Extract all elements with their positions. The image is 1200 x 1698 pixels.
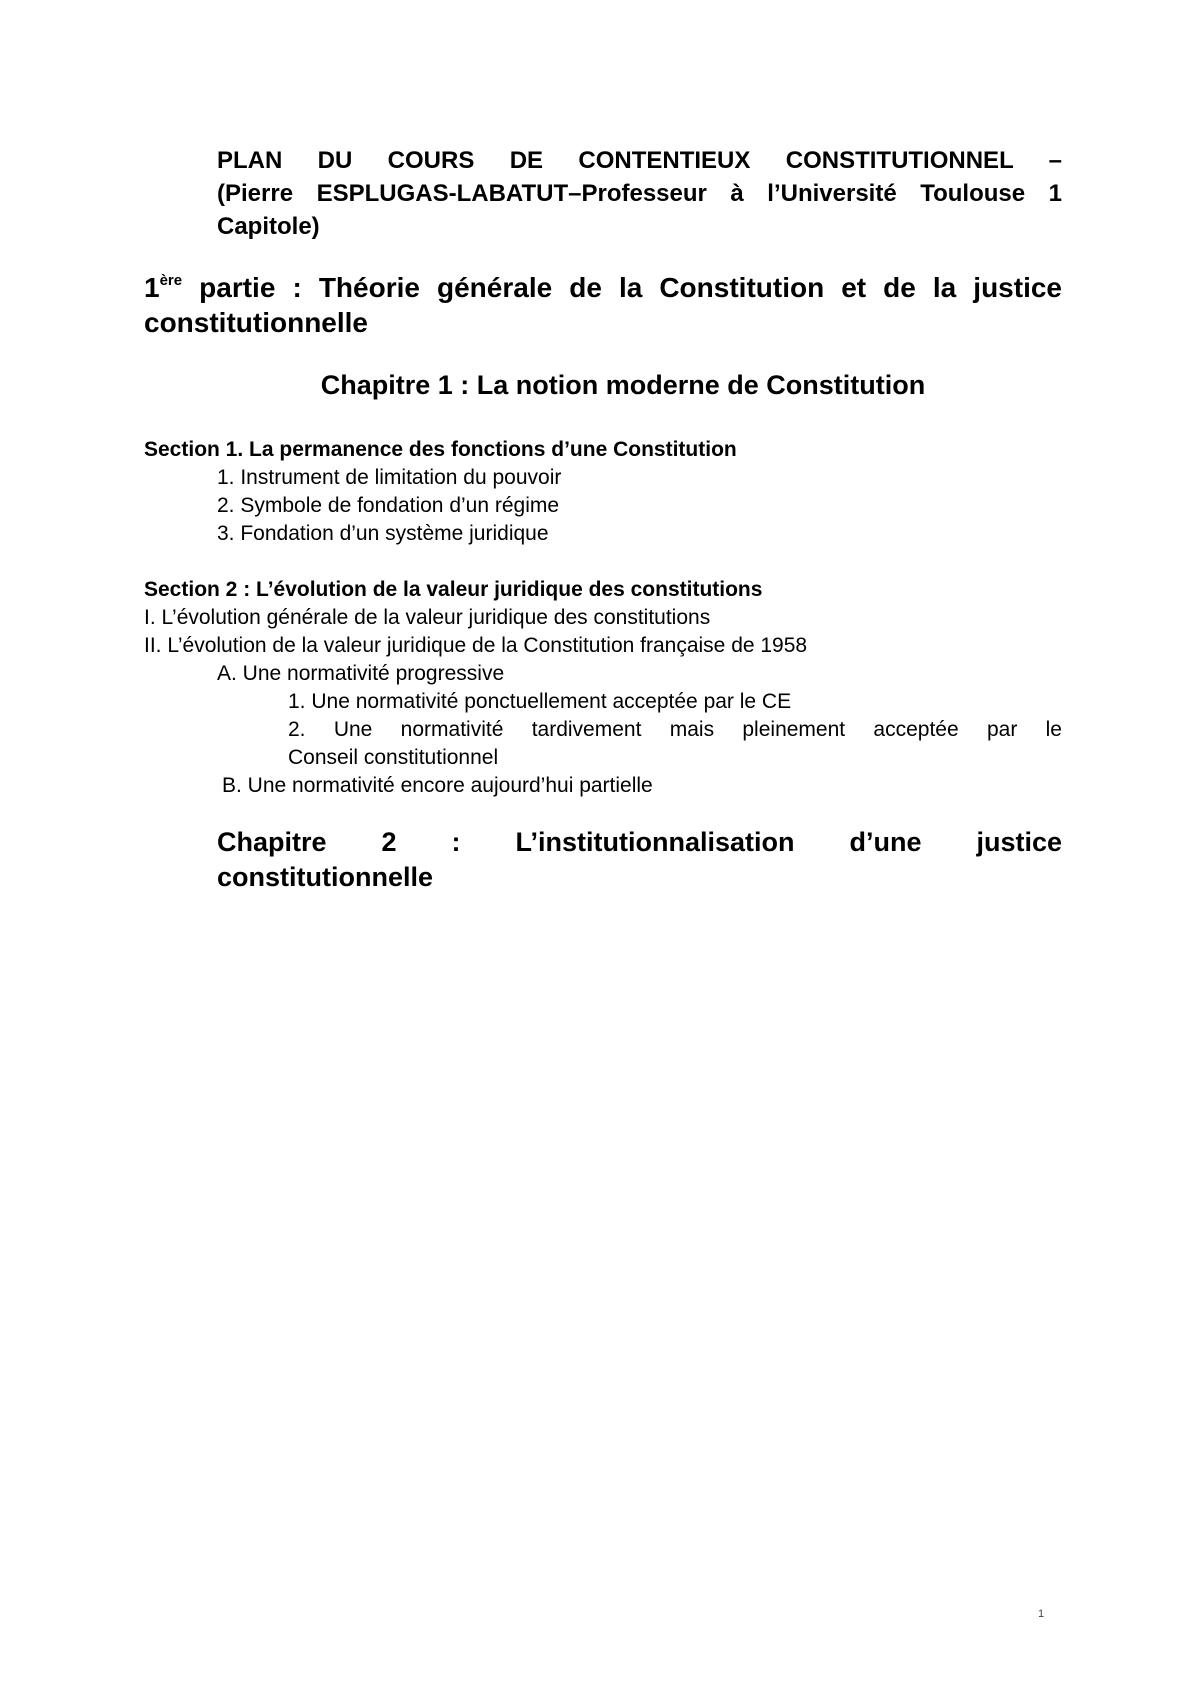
section-2-sub-a-item-2 [288,716,1062,772]
page-number: 1 [1038,1608,1045,1620]
part-number-superscript: ère [159,272,183,289]
section-1-item: 2. Symbole de fondation d’un régime [217,494,560,517]
chapter-2-title [217,825,1062,895]
chapter-1-title: Chapitre 1 : La notion moderne de Constitution [320,370,926,400]
section-2-heading: Section 2 : L’évolution de la valeur juridique des constitutions [144,578,763,601]
section-2-sub-b: B. Une normativité encore aujourd’hui partielle [222,774,653,797]
section-2-sub-a-item-1: 1. Une normativité ponctuellement acceptée par le CE [288,690,792,713]
course-title [217,144,1062,243]
course-author-line: (Pierre ESPLUGAS-LABATUT–Professeur à l’Université Toulouse 1 [217,180,1062,207]
section-2-sub-a-item-2-line: 2. Une normativité tardivement mais pleinement acceptée par le [288,718,1062,741]
section-1-item: 3. Fondation d’un système juridique [217,522,549,545]
course-title-line: PLAN DU COURS DE CONTENTIEUX CONSTITUTIONNEL – [217,147,1062,174]
section-2-sub-a-item-2-line: Conseil constitutionnel [288,746,499,769]
section-1-heading: Section 1. La permanence des fonctions d’une Constitution [144,438,737,461]
part-number: 1 [144,272,160,303]
section-2-part-ii: II. L’évolution de la valeur juridique de la Constitution française de 1958 [144,634,808,657]
chapter-2-title-line: Chapitre 2 : L’institutionnalisation d’une justice [217,827,1062,857]
chapter-2-title-line: constitutionnelle [217,862,433,892]
section-1-item: 1. Instrument de limitation du pouvoir [217,466,562,489]
part-title [144,270,1062,340]
section-2-part-i: I. L’évolution générale de la valeur juridique des constitutions [144,606,711,629]
section-2-sub-a: A. Une normativité progressive [217,662,505,685]
course-author-affiliation-tail: Capitole) [217,213,320,240]
part-title-text: partie : Théorie générale de la Constitution et de la justice constitutionnelle [144,272,1062,338]
